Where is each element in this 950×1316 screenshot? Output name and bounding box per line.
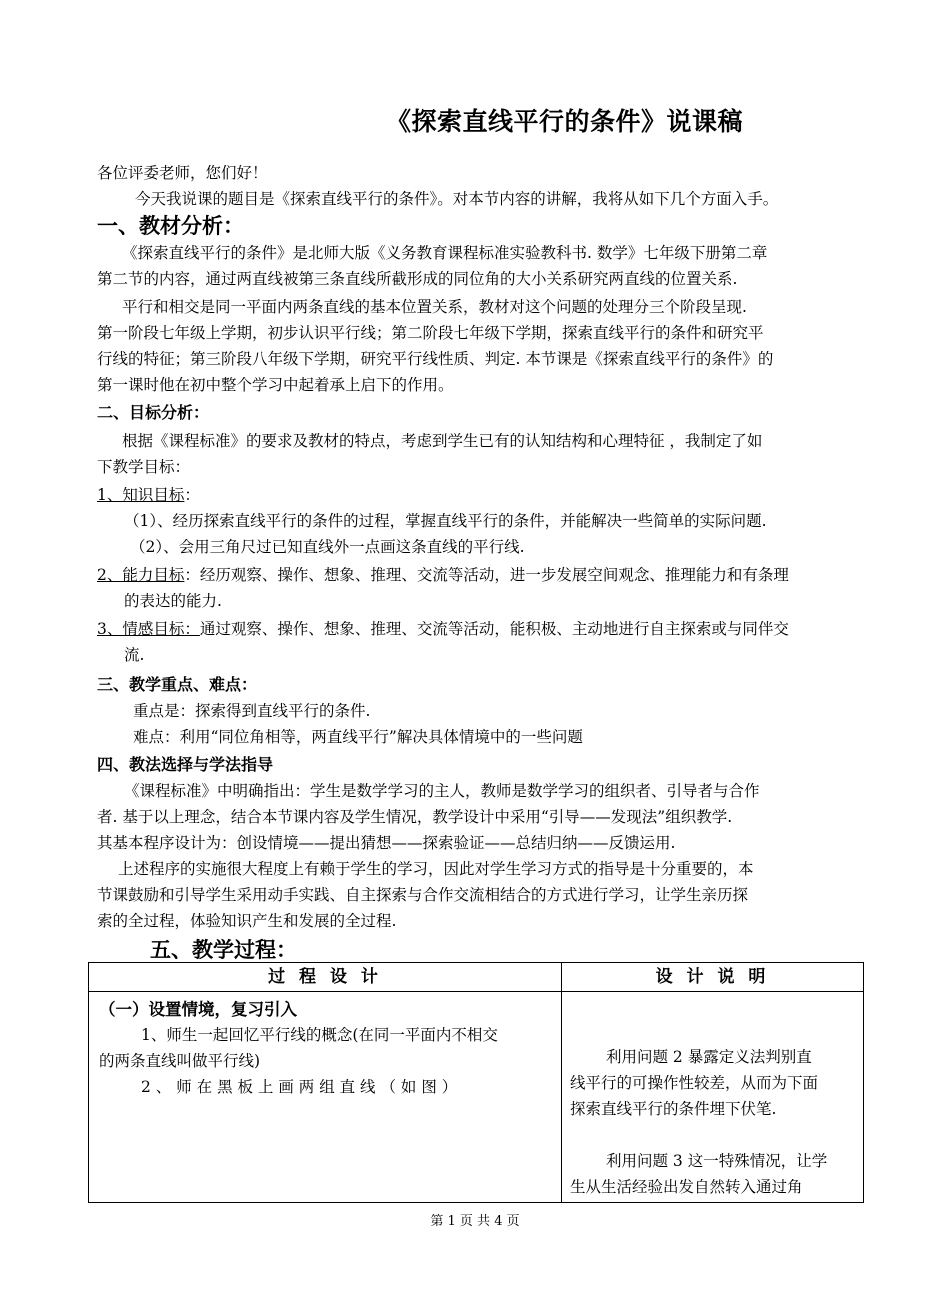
sec2-line: 根据《课程标准》的要求及教材的特点，考虑到学生已有的认知结构和心理特征 ，我制定了如	[122, 432, 763, 450]
sec4-line: 上述程序的实施很大程度上有赖于学生的学习，因此对学生学习方式的指导是十分重要的，本	[118, 860, 754, 878]
sec4-line: 索的全过程，体验知识产生和发展的全过程.	[97, 912, 397, 930]
sec1-line: 第一阶段七年级上学期，初步认识平行线；第二阶段七年级下学期，探索直线平行的条件和研究平	[97, 324, 764, 342]
sec1-line: 第一课时他在初中整个学习中起着承上启下的作用。	[97, 376, 454, 394]
step-1-line: 2 、 师 在 黑 板 上 画 两 组 直 线 （ 如 图 ）	[141, 1078, 458, 1096]
sec4-line: 《课程标准》中明确指出：学生是数学学习的主人，教师是数学学习的组织者、引导者与合作	[124, 782, 760, 800]
col-header-notes: 设 计 说 明	[562, 963, 864, 992]
emotion-goal	[97, 616, 789, 642]
note-line: 利用问题 3 这一特殊情况，让学	[606, 1152, 828, 1170]
sec1-line: 第二节的内容，通过两直线被第三条直线所截形成的同位角的大小关系研究两直线的位置关系.	[97, 270, 738, 288]
sec1-line: 《探索直线平行的条件》是北师大版《义务教育课程标准实验教科书. 数学》七年级下册第二章	[122, 244, 768, 262]
emotion-goal-label: 3、情感目标：	[97, 620, 200, 638]
ability-goal-cont: 的表达的能力.	[124, 592, 222, 610]
knowledge-goal-label	[97, 482, 200, 508]
key-point: 重点是：探索得到直线平行的条件.	[133, 702, 371, 720]
ability-goal-label: 2、能力目标	[97, 566, 185, 584]
note-line: 利用问题 2 暴露定义法判别直	[606, 1048, 812, 1066]
emotion-goal-text: 通过观察、操作、想象、推理、交流等活动，能积极、主动地进行自主探索或与同伴交	[199, 620, 789, 638]
section-5-heading: 五、教学过程：	[150, 937, 297, 962]
page-footer: 第 1 页 共 4 页	[430, 1214, 520, 1229]
sec1-line: 行线的特征；第三阶段八年级下学期，研究平行线性质、判定. 本节课是《探索直线平行的条件》的	[97, 350, 774, 368]
teaching-process-table	[88, 962, 864, 1203]
step-1-line: 的两条直线叫做平行线)	[99, 1052, 261, 1070]
difficult-point: 难点：利用“同位角相等，两直线平行”解决具体情境中的一些问题	[133, 728, 583, 746]
section-2-heading: 二、目标分析：	[97, 403, 210, 422]
knowledge-goal-colon: ：	[184, 486, 200, 504]
sec1-line: 平行和相交是同一平面内两条直线的基本位置关系，教材对这个问题的处理分三个阶段呈现.	[122, 298, 747, 316]
knowledge-goal-2: （2）、会用三角尺过已知直线外一点画这条直线的平行线.	[130, 538, 525, 556]
step-1-title: （一）设置情境，复习引入	[99, 1000, 297, 1019]
greeting: 各位评委老师，您们好！	[97, 164, 268, 182]
knowledge-goal-text: 1、知识目标	[97, 486, 185, 504]
step-1-line: 1、师生一起回忆平行线的概念(在同一平面内不相交	[141, 1026, 498, 1044]
section-4-heading: 四、教法选择与学法指导	[97, 755, 274, 774]
knowledge-goal-1: （1）、经历探索直线平行的条件的过程，掌握直线平行的条件，并能解决一些简单的实际问题.	[124, 512, 767, 530]
ability-goal-text: ：经历观察、操作、想象、推理、交流等活动，进一步发展空间观念、推理能力和有条理	[184, 566, 789, 584]
note-line: 线平行的可操作性较差，从而为下面	[570, 1074, 819, 1092]
col-header-process: 过 程 设 计	[89, 963, 562, 992]
process-cell	[89, 992, 562, 1203]
notes-cell	[562, 992, 864, 1203]
sec4-line: 者. 基于以上理念，结合本节课内容及学生情况，教学设计中采用“引导——发现法”组织教学.	[97, 808, 733, 826]
emotion-goal-cont: 流.	[124, 646, 145, 664]
intro-paragraph: 今天我说课的题目是《探索直线平行的条件》。对本节内容的讲解，我将从如下几个方面入手。	[135, 190, 779, 208]
section-1-heading: 一、教材分析：	[97, 213, 244, 238]
sec4-line: 其基本程序设计为：创设情境——提出猜想——探索验证——总结归纳——反馈运用.	[97, 834, 676, 852]
note-line: 生从生活经验出发自然转入通过角	[570, 1178, 803, 1196]
sec4-line: 节课鼓励和引导学生采用动手实践、自主探索与合作交流相结合的方式进行学习，让学生亲历探	[97, 886, 749, 904]
sec2-line: 下教学目标：	[97, 458, 191, 476]
section-3-heading: 三、教学重点、难点：	[97, 675, 258, 694]
ability-goal	[97, 562, 789, 588]
document-title: 《探索直线平行的条件》说课稿	[386, 107, 744, 136]
note-line: 探索直线平行的条件埋下伏笔.	[570, 1100, 777, 1118]
